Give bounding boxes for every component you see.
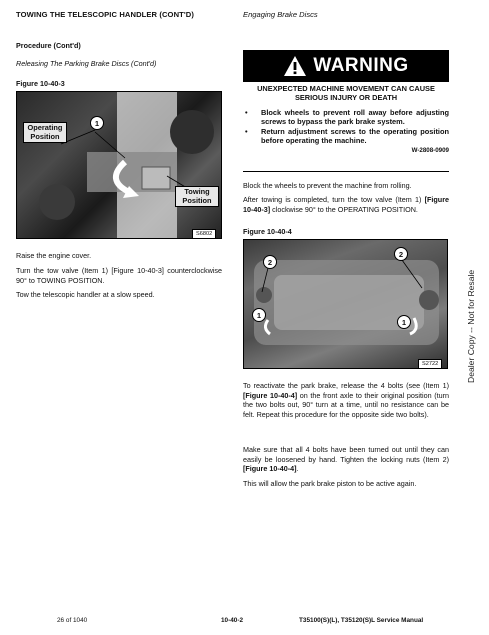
warning-banner — [243, 50, 449, 82]
item-2-marker-right: 2 — [394, 247, 408, 261]
tow-valve-illustration — [17, 92, 222, 239]
warning-divider — [243, 171, 449, 172]
para-block-wheels: Block the wheels to prevent the machine from rolling. — [243, 181, 412, 190]
procedure-subtitle: Procedure (Cont'd) — [16, 41, 81, 50]
warning-headline: UNEXPECTED MACHINE MOVEMENT CAN CAUSE SERIOUS INJURY OR DEATH — [257, 84, 435, 103]
make-sure-text-1: Make sure that all 4 bolts have been turned out until they can easily be loosened by hand. Tighten the locking nuts (Item 2) — [243, 445, 449, 464]
releasing-heading: Releasing The Parking Brake Discs (Cont'd) — [16, 59, 157, 68]
para-turn-valve: Turn the tow valve (Item 1) [Figure 10-40-3] counterclockwise 90° to TOWING POSITION. — [16, 266, 222, 285]
item-1-marker-right: 1 — [397, 315, 411, 329]
footer-page-number: 10-40-2 — [221, 617, 244, 624]
reactivate-text-2: on the front axle to their original position (turn the two bolts out, 90° turn at a time, until no resistance can be felt. Repeat this procedure for the opposite side two bolts). — [243, 390, 449, 419]
warning-body — [243, 84, 449, 154]
figure-ref-4b: [Figure 10-40-4] — [243, 464, 297, 474]
after-towing-text-2: clockwise 90° to the OPERATING POSITION. — [272, 204, 418, 214]
item-1-marker-left: 1 — [252, 308, 266, 322]
warning-triangle-icon — [283, 55, 307, 77]
callout-operating-position: Operating Position — [23, 122, 67, 143]
para-after-towing — [243, 195, 449, 214]
warning-title: WARNING — [313, 55, 409, 76]
warning-code: W-2808-0909 — [411, 147, 449, 155]
para-raise-cover: Raise the engine cover. — [16, 251, 92, 260]
section-title: TOWING THE TELESCOPIC HANDLER (CONT'D) — [16, 10, 195, 19]
figure-10-40-4-photo — [243, 239, 448, 369]
figure-ref-4a: [Figure 10-40-4] — [243, 390, 298, 400]
footer-page-count: 26 of 1040 — [57, 617, 88, 624]
figure-label-4: Figure 10-40-4 — [243, 227, 292, 236]
image-code-s6802: S6802 — [192, 229, 216, 239]
warning-bullet-2: • Return adjustment screws to the operating position before operating the machine. — [243, 127, 449, 146]
reactivate-text-1: To reactivate the park brake, release the 4 bolts (see (Item 1) — [243, 381, 449, 390]
callout-towing-position: Towing Position — [175, 186, 219, 207]
item-2-marker-left: 2 — [263, 255, 277, 269]
figure-10-40-3-photo — [16, 91, 222, 239]
item-1-marker: 1 — [90, 116, 104, 130]
after-towing-text-1: After towing is completed, turn the tow valve (Item 1) — [243, 195, 422, 204]
footer-manual-title: T35100(S)(L), T35120(S)L Service Manual — [299, 617, 424, 624]
make-sure-text-2: . — [296, 464, 299, 474]
figure-ref-3: [Figure 10-40-3] — [243, 195, 449, 214]
engaging-heading: Engaging Brake Discs — [243, 10, 318, 19]
para-make-sure — [243, 445, 449, 474]
para-piston: This will allow the park brake piston to be active again. — [243, 479, 417, 488]
para-tow-slow: Tow the telescopic handler at a slow speed. — [16, 290, 155, 299]
warning-bullet-1: • Block wheels to prevent roll away before adjusting screws to bypass the park brake system. — [243, 108, 449, 127]
figure-label-3: Figure 10-40-3 — [16, 79, 65, 88]
para-reactivate — [243, 381, 449, 419]
image-code-s2722: S2722 — [418, 359, 442, 369]
